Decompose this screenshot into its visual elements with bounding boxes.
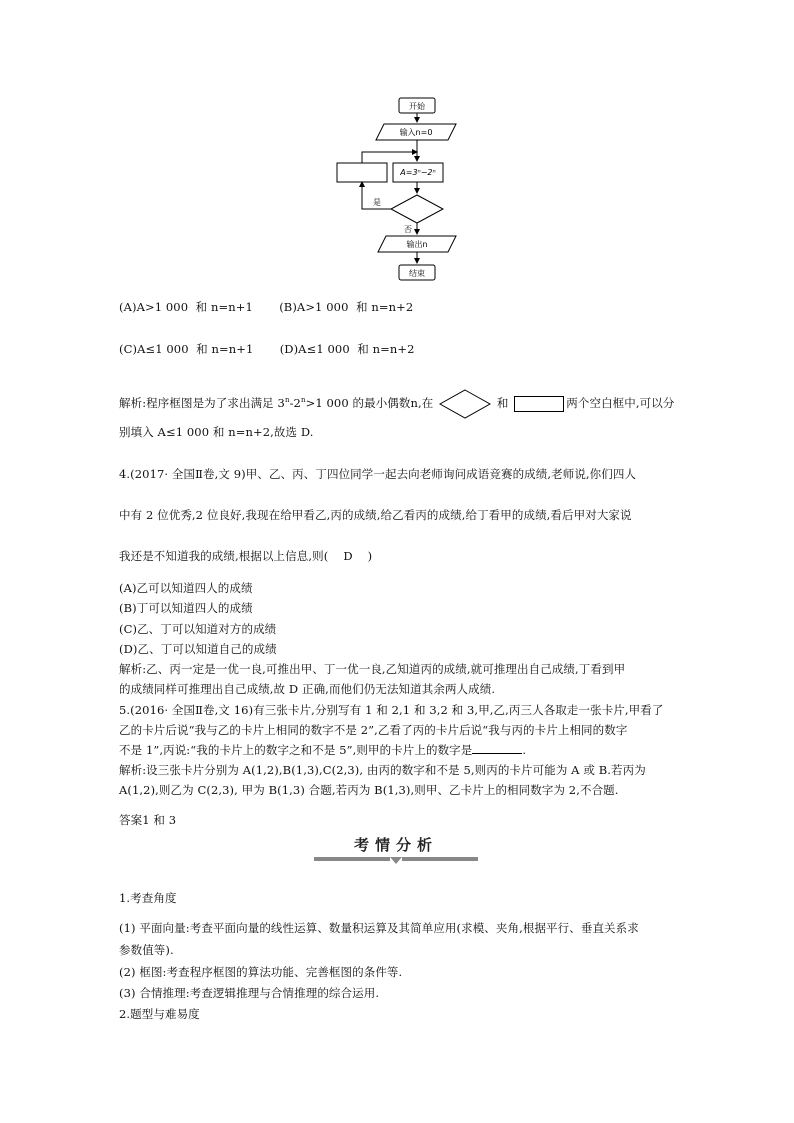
- q5-line-3: [119, 742, 526, 758]
- section-banner: [314, 832, 478, 866]
- banner-title: 考情分析: [353, 836, 438, 854]
- q4-option-c: (C)乙、丁可以知道对方的成绩: [119, 622, 277, 636]
- exponent-n: n: [300, 396, 306, 405]
- q4-analysis-2: 的成绩同样可推理出自己成绩,故 D 正确,而他们仍无法知道其余两人成绩.: [119, 682, 496, 696]
- q4-option-b: (B)丁可以知道四人的成绩: [119, 601, 253, 615]
- q5-line-1: 5.(2016· 全国Ⅱ卷,文 16)有三张卡片,分别写有 1 和 2,1 和 3,2 和 3,甲,乙,丙三人各取走一张卡片,甲看了: [119, 703, 664, 717]
- q5-answer: 答案1 和 3: [119, 813, 177, 827]
- analysis-3-and: 和: [496, 396, 509, 410]
- q4-option-a: (A)乙可以知道四人的成绩: [119, 581, 253, 595]
- q4-analysis-1: 解析:乙、丙一定是一优一良,可推出甲、丁一优一良,乙知道丙的成绩,就可推理出自己成绩,丁看到甲: [119, 662, 626, 676]
- section-heading-1: 1.考查角度: [119, 891, 177, 905]
- rectangle-shape-icon: [514, 396, 564, 412]
- q4-line-2: 中有 2 位优秀,2 位良好,我现在给甲看乙,丙的成绩,给乙看丙的成绩,给丁看甲的成绩,看后甲对大家说: [119, 508, 632, 522]
- analysis-3-line-2: 别填入 A≤1 000 和 n=n+2,故选 D.: [119, 425, 314, 439]
- analysis-3-part3: >1 000 的最小偶数n,在: [305, 396, 434, 410]
- analysis-3-part2: -2: [289, 396, 301, 410]
- flow-no-label: 否: [404, 225, 412, 234]
- analysis-3-part4: 两个空白框中,可以分: [566, 396, 675, 410]
- flow-end-label: 结束: [409, 269, 425, 278]
- analysis-3-line-1: [119, 389, 674, 419]
- flow-yes-label: 是: [373, 198, 381, 207]
- q5-line-3-end: .: [522, 743, 527, 757]
- section-para-2: (2) 框图:考查程序框图的算法功能、完善框图的条件等.: [119, 965, 403, 979]
- analysis-3-part1: 解析:程序框图是为了求出满足 3: [119, 396, 285, 410]
- diamond-shape-icon: [439, 389, 491, 419]
- flowchart: [0, 0, 794, 290]
- q5-line-2: 乙的卡片后说“我与乙的卡片上相同的数字不是 2”,乙看了丙的卡片后说“我与丙的卡片上相同的数字: [119, 723, 628, 737]
- section-para-1a: (1) 平面向量:考查平面向量的线性运算、数量积运算及其简单应用(求模、夹角,根据平行、垂直关系求: [119, 921, 639, 935]
- q5-analysis-1: 解析:设三张卡片分别为 A(1,2),B(1,3),C(2,3), 由丙的数字和不是 5,则丙的卡片可能为 A 或 B.若丙为: [119, 763, 646, 777]
- options-row-2: (C)A≤1 000 和 n=n+1 (D)A≤1 000 和 n=n+2: [119, 342, 415, 356]
- flow-empty-process-box: [337, 163, 387, 182]
- q5-line-3-text: 不是 1”,丙说:“我的卡片上的数字之和不是 5”,则甲的卡片上的数字是: [119, 743, 473, 757]
- q4-option-d: (D)乙、丁可以知道自己的成绩: [119, 642, 277, 656]
- section-para-3: (3) 合情推理:考查逻辑推理与合情推理的综合运用.: [119, 986, 380, 1000]
- q4-line-3: 我还是不知道我的成绩,根据以上信息,则( D ): [119, 549, 373, 563]
- section-para-1b: 参数值等).: [119, 943, 174, 957]
- q5-analysis-2: A(1,2),则乙为 C(2,3), 甲为 B(1,3) 合题,若丙为 B(1,3),则甲、乙卡片上的相同数字为 2,不合题.: [119, 783, 619, 797]
- answer-blank: [472, 743, 522, 754]
- options-row-1: (A)A>1 000 和 n=n+1 (B)A>1 000 和 n=n+2: [119, 300, 414, 314]
- flow-assign-label: A=3ⁿ−2ⁿ: [400, 168, 436, 177]
- section-heading-2: 2.题型与难易度: [119, 1007, 200, 1021]
- exponent-n: n: [284, 396, 290, 405]
- flow-output-label: 输出n: [406, 240, 428, 249]
- flow-decision-diamond: [391, 195, 443, 223]
- flow-start-label: 开始: [409, 102, 425, 111]
- flow-input-label: 输入n=0: [399, 128, 433, 137]
- q4-line-1: 4.(2017· 全国Ⅱ卷,文 9)甲、乙、丙、丁四位同学一起去向老师询问成语竞赛的成绩,老师说,你们四人: [119, 467, 637, 481]
